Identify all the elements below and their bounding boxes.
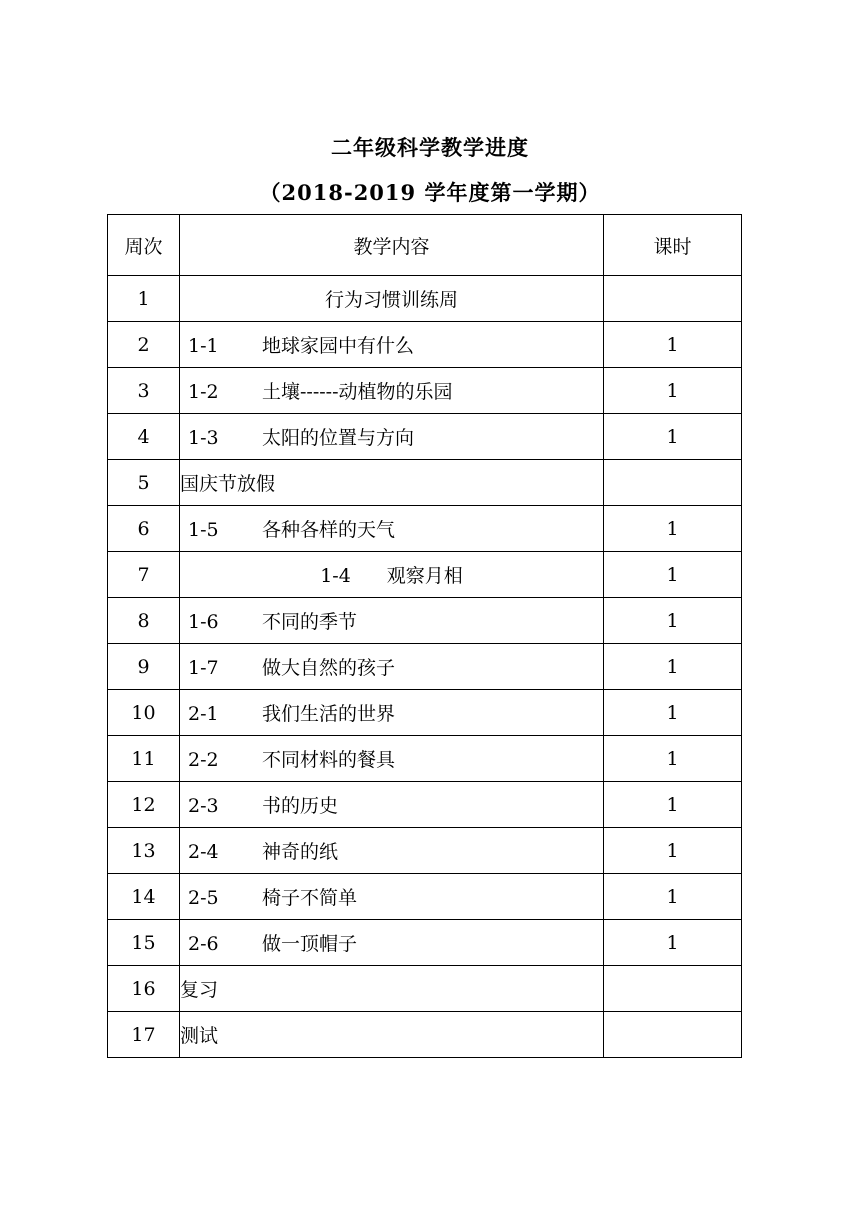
- content-cell: [180, 460, 604, 506]
- table-row: [108, 552, 742, 598]
- content-text: 不同的季节: [262, 611, 358, 633]
- page-title: 二年级科学教学进度: [331, 135, 529, 160]
- week-cell: 9: [108, 644, 180, 690]
- lesson-code: 1-4: [320, 565, 351, 587]
- content-cell: [180, 690, 604, 736]
- week-cell: 16: [108, 966, 180, 1012]
- content-text: 复习: [180, 979, 219, 1001]
- content-text: 行为习惯训练周: [324, 289, 458, 311]
- header-week: 周次: [108, 215, 180, 276]
- lesson-code: 2-4: [188, 841, 219, 863]
- table-row: [108, 460, 742, 506]
- hours-cell: [604, 276, 742, 322]
- week-cell: 3: [108, 368, 180, 414]
- content-cell: [180, 322, 604, 368]
- hours-cell: 1: [604, 322, 742, 368]
- week-cell: 7: [108, 552, 180, 598]
- week-cell: 8: [108, 598, 180, 644]
- content-cell: [180, 782, 604, 828]
- table-row: [108, 1012, 742, 1058]
- lesson-code: 1-5: [188, 519, 219, 541]
- week-cell: 6: [108, 506, 180, 552]
- content-text: 做一顶帽子: [262, 933, 358, 955]
- week-cell: 5: [108, 460, 180, 506]
- week-cell: 17: [108, 1012, 180, 1058]
- hours-cell: [604, 1012, 742, 1058]
- lesson-code: 2-3: [188, 795, 219, 817]
- content-text: 椅子不简单: [262, 887, 358, 909]
- table-row: [108, 368, 742, 414]
- hours-cell: 1: [604, 782, 742, 828]
- content-text: 土壤------动植物的乐园: [262, 381, 453, 403]
- table-row: [108, 598, 742, 644]
- content-text: 做大自然的孩子: [262, 657, 396, 679]
- content-cell: [180, 368, 604, 414]
- table-row: [108, 414, 742, 460]
- table-row: [108, 322, 742, 368]
- content-cell: [180, 874, 604, 920]
- content-cell: [180, 506, 604, 552]
- hours-cell: 1: [604, 644, 742, 690]
- header-content: 教学内容: [180, 215, 604, 276]
- content-cell: [180, 598, 604, 644]
- content-text: 书的历史: [262, 795, 339, 817]
- content-text: 不同材料的餐具: [262, 749, 396, 771]
- table-row: [108, 736, 742, 782]
- content-text: 国庆节放假: [180, 473, 276, 495]
- table-row: [108, 874, 742, 920]
- table-row: [108, 506, 742, 552]
- lesson-code: 1-1: [188, 335, 219, 357]
- content-cell: [180, 736, 604, 782]
- table-row: [108, 966, 742, 1012]
- hours-cell: 1: [604, 690, 742, 736]
- week-cell: 13: [108, 828, 180, 874]
- hours-cell: [604, 966, 742, 1012]
- content-text: 地球家园中有什么: [262, 335, 415, 357]
- lesson-code: 1-7: [188, 657, 219, 679]
- page-subtitle: （2018-2019 学年度第一学期）: [259, 180, 601, 205]
- content-text: 神奇的纸: [262, 841, 339, 863]
- table-row: [108, 644, 742, 690]
- content-cell: [180, 552, 604, 598]
- content-text: 太阳的位置与方向: [262, 427, 415, 449]
- table-row: [108, 782, 742, 828]
- week-cell: 14: [108, 874, 180, 920]
- week-cell: 4: [108, 414, 180, 460]
- hours-cell: 1: [604, 414, 742, 460]
- lesson-code: 2-5: [188, 887, 219, 909]
- hours-cell: 1: [604, 920, 742, 966]
- lesson-code: 2-2: [188, 749, 219, 771]
- content-cell: [180, 828, 604, 874]
- hours-cell: 1: [604, 552, 742, 598]
- table-row: [108, 828, 742, 874]
- week-cell: 15: [108, 920, 180, 966]
- week-cell: 10: [108, 690, 180, 736]
- table-row: [108, 690, 742, 736]
- table-row: [108, 276, 742, 322]
- hours-cell: 1: [604, 598, 742, 644]
- content-cell: [180, 414, 604, 460]
- hours-cell: 1: [604, 828, 742, 874]
- header-hours: 课时: [604, 215, 742, 276]
- week-cell: 1: [108, 276, 180, 322]
- table-row: [108, 920, 742, 966]
- lesson-code: 1-6: [188, 611, 219, 633]
- lesson-code: 1-2: [188, 381, 219, 403]
- content-cell: [180, 644, 604, 690]
- content-text: 我们生活的世界: [262, 703, 396, 725]
- content-text: 测试: [180, 1025, 219, 1047]
- week-cell: 2: [108, 322, 180, 368]
- content-text: 各种各样的天气: [262, 519, 396, 541]
- week-cell: 11: [108, 736, 180, 782]
- hours-cell: 1: [604, 874, 742, 920]
- content-cell: [180, 1012, 604, 1058]
- content-cell: [180, 276, 604, 322]
- hours-cell: [604, 460, 742, 506]
- table-header-row: [108, 215, 742, 276]
- content-cell: [180, 920, 604, 966]
- schedule-table: [107, 214, 742, 1058]
- hours-cell: 1: [604, 506, 742, 552]
- hours-cell: 1: [604, 736, 742, 782]
- hours-cell: 1: [604, 368, 742, 414]
- lesson-code: 1-3: [188, 427, 219, 449]
- lesson-code: 2-1: [188, 703, 219, 725]
- content-text: 观察月相: [386, 565, 463, 587]
- lesson-code: 2-6: [188, 933, 219, 955]
- week-cell: 12: [108, 782, 180, 828]
- content-cell: [180, 966, 604, 1012]
